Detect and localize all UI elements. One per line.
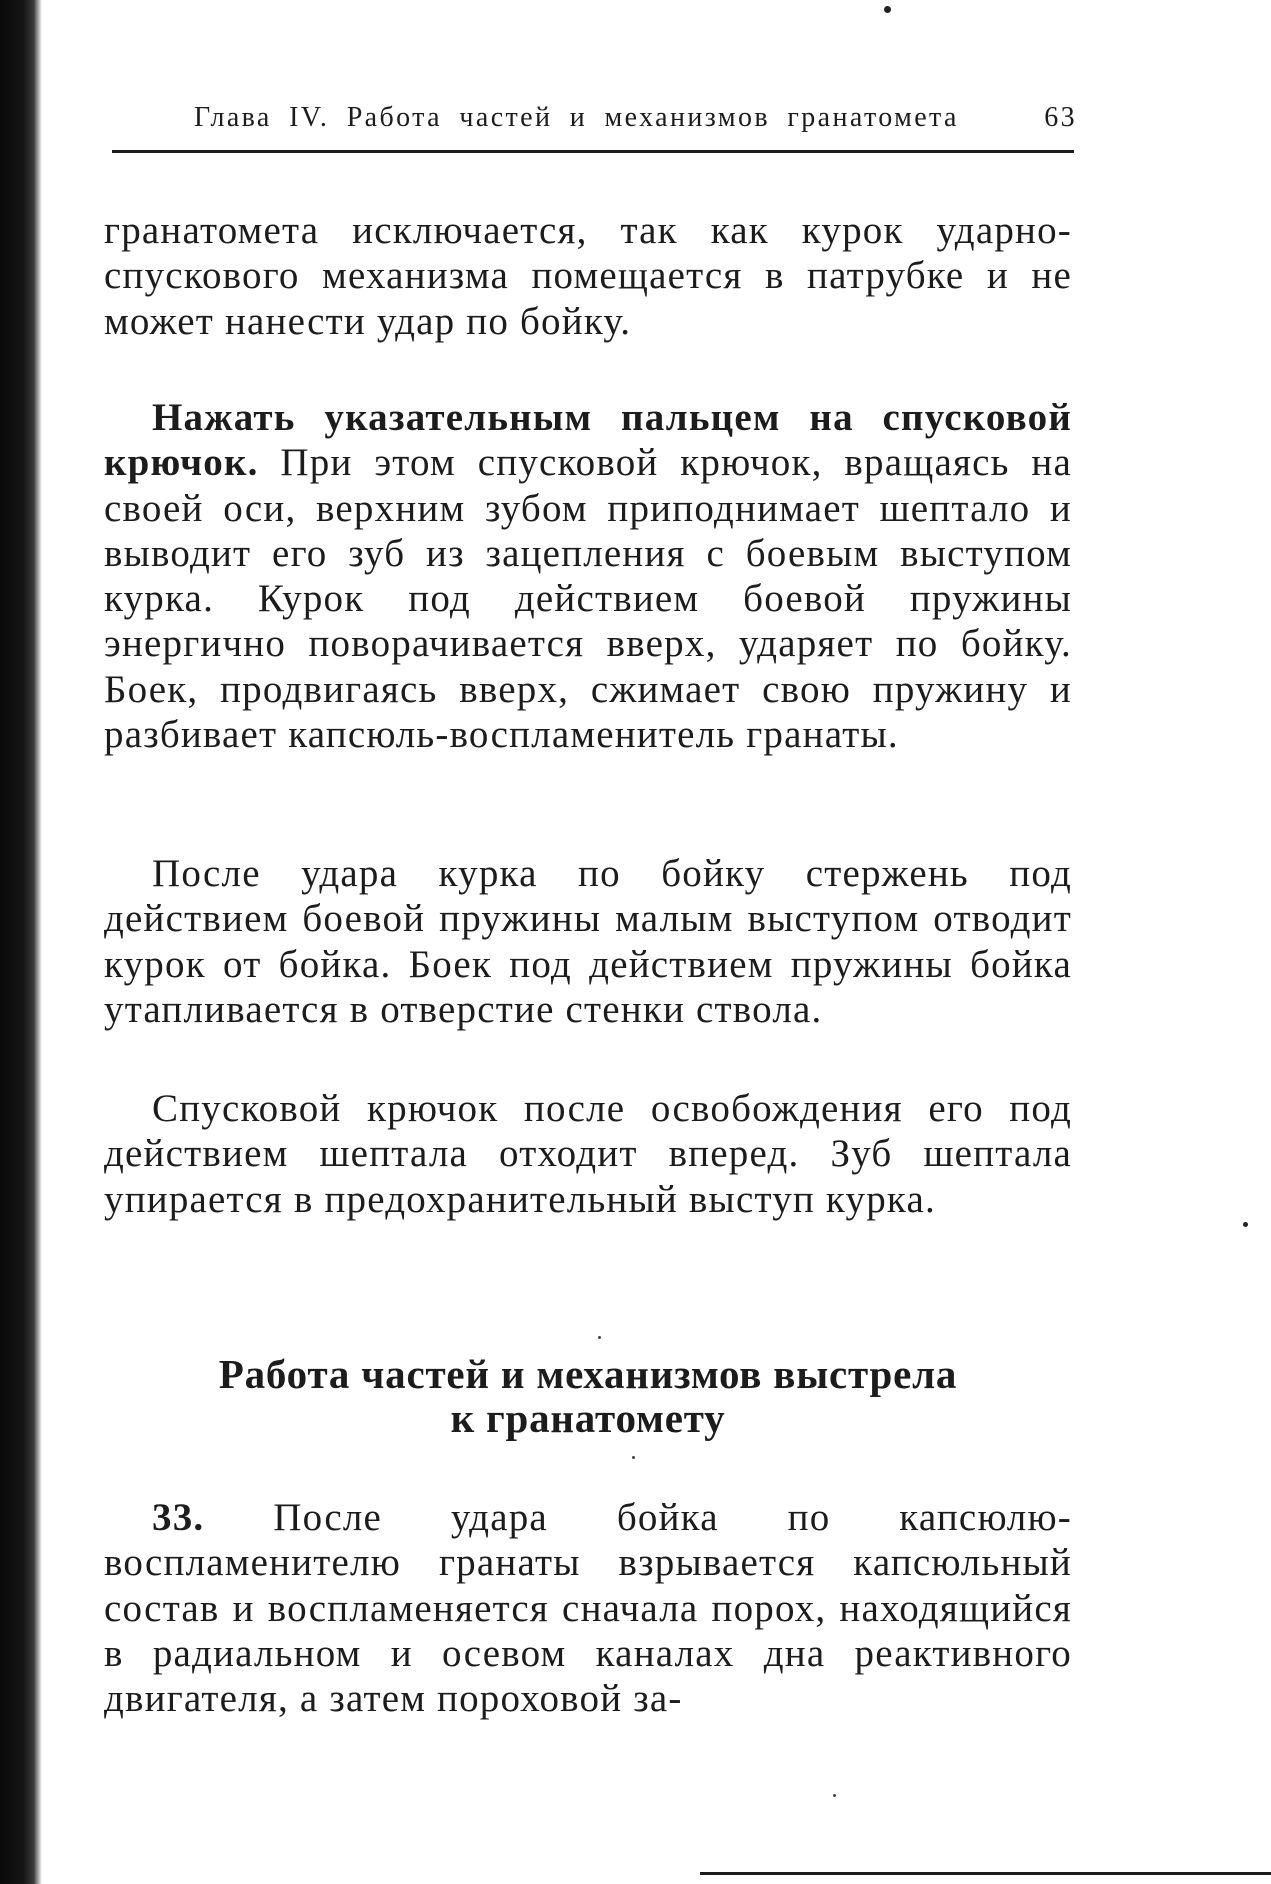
- numbered-paragraph: [104, 1495, 1072, 1721]
- chapter-title: Глава IV. Работа частей и механизмов гранатомета: [194, 102, 959, 133]
- section-heading: [104, 1352, 1072, 1440]
- action-instruction: Нажать указательным пальцем на спусковой крючок.: [104, 396, 1072, 485]
- paragraph-text: гранатомета исключается, так как курок ударно-спускового механизма помещается в патрубке и не может нанести удар по бойку.: [104, 209, 1072, 343]
- page-binding-edge: [0, 0, 42, 1884]
- numbered-paragraph-body: [104, 1495, 1072, 1721]
- bottom-edge-rule: [700, 1872, 1271, 1875]
- item-number: 33.: [152, 1496, 205, 1539]
- paragraph-body: [104, 395, 1072, 757]
- paragraph-text: Спусковой крючок после освобождения его под действием шептала отходит вперед. Зуб шептала упирается в предохранительный выступ курка.: [104, 1087, 1072, 1221]
- print-speck: [632, 1456, 635, 1459]
- print-speck: [884, 6, 891, 13]
- paragraph-text: После удара бойка по капсюлю-воспламенителю гранаты взрывается капсюльный состав и воспламеняется сначала порох, находящийся в радиальном и осевом каналах дна реактивного двигателя, а затем пороховой за-: [104, 1496, 1072, 1721]
- running-header: [112, 102, 1077, 152]
- header-rule: [112, 150, 1074, 153]
- section-heading-line-2: к гранатомету: [450, 1395, 726, 1441]
- paragraph-after-strike: [104, 851, 1072, 1032]
- print-speck: [598, 1336, 601, 1339]
- paragraph-continued: [104, 208, 1072, 344]
- paragraph-text: После удара курка по бойку стержень под действием боевой пружины малым выступом отводит курок от бойка. Боек под действием пружины бойка утапливается в отверстие стенки ствола.: [104, 852, 1072, 1031]
- page-number: 63: [1044, 102, 1077, 133]
- paragraph-text: При этом спусковой крючок, вращаясь на своей оси, верхним зубом приподнимает шептало и выводит его зуб из зацепления с боевым выступом курка. Курок под действием боевой пружины энергично поворачивается вверх, ударяет по бойку. Боек, продвигаясь вверх, сжимает свою пружину и разбивает капсюль-воспламенитель гранаты.: [104, 441, 1073, 757]
- paragraph-trigger-release: [104, 1086, 1072, 1222]
- section-heading-line-1: Работа частей и механизмов выстрела: [218, 1351, 958, 1397]
- paragraph-trigger-action: [104, 395, 1072, 757]
- print-speck: [1243, 1222, 1248, 1227]
- print-speck: [833, 1794, 836, 1797]
